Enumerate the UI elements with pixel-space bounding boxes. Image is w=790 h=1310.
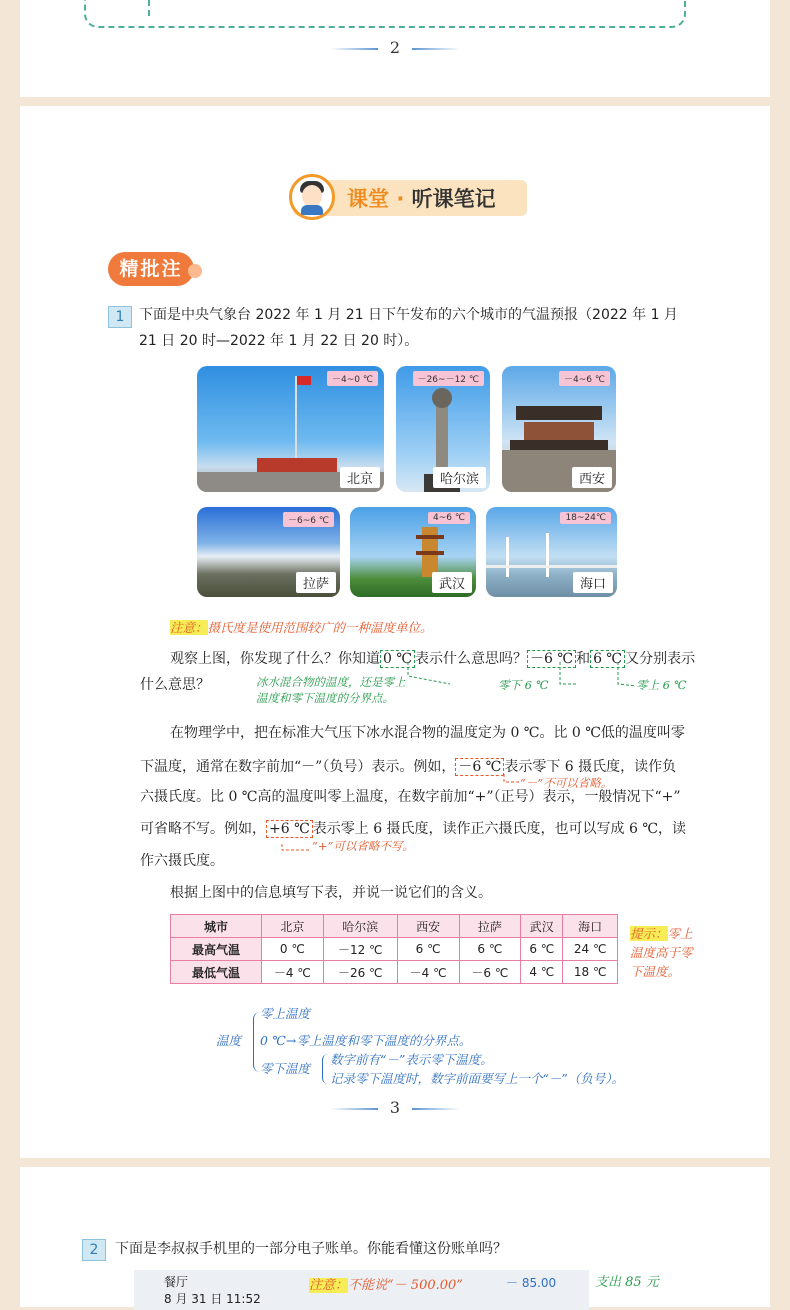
temperature-tag: －4~6 ℃ xyxy=(559,371,610,386)
anno-minus-6: 零下 6 ℃ xyxy=(498,678,549,692)
dashed-divider xyxy=(148,0,150,16)
note-amount: 注意：不能说“－ 500.00” xyxy=(309,1278,463,1293)
table-header-cell: 海口 xyxy=(563,915,618,938)
table-cell: －6 ℃ xyxy=(459,961,521,984)
e-bill-receipt xyxy=(134,1270,589,1310)
table-cell: 0 ℃ xyxy=(262,938,324,961)
summary-zero: 0 ℃→零上温度和零下温度的分界点。 xyxy=(260,1033,472,1048)
table-row xyxy=(171,961,618,984)
question-number-1: 1 xyxy=(108,306,132,328)
anno-plus-sign: “+”可以省略不写。 xyxy=(312,839,414,853)
annotation-arrows xyxy=(20,106,770,1158)
city-label: 拉萨 xyxy=(296,572,336,593)
paragraph-fill-table: 根据上图中的信息填写下表，并说一说它们的含义。 xyxy=(170,885,492,901)
table-cell: －4 ℃ xyxy=(397,961,459,984)
table-header-cell: 城市 xyxy=(171,915,262,938)
table-header-cell: 拉萨 xyxy=(459,915,521,938)
paragraph-observe-cont: 什么意思？ xyxy=(140,677,210,693)
paragraph-physics-l3: 六摄氏度。比 0 ℃高的温度叫零上温度，在数字前加“+”（正号）表示，一般情况下“+” xyxy=(140,789,681,805)
summary-root: 温度 xyxy=(216,1033,242,1048)
dashed-frame xyxy=(84,0,686,28)
previous-page xyxy=(20,0,770,97)
table-cell: 6 ℃ xyxy=(521,938,563,961)
table-cell: －26 ℃ xyxy=(323,961,397,984)
table-cell: 18 ℃ xyxy=(563,961,618,984)
paragraph-physics-l1: 在物理学中，把在标准大气压下冰水混合物的温度定为 0 ℃。比 0 ℃低的温度叫零 xyxy=(170,725,685,741)
table-cell: 6 ℃ xyxy=(459,938,521,961)
anno-zero-meaning: 冰水混合物的温度，还是零上 温度和零下温度的分界点。 xyxy=(256,675,406,705)
table-header-cell: 哈尔滨 xyxy=(323,915,397,938)
summary-below-zero: 零下温度 xyxy=(260,1061,311,1076)
row-label: 最高气温 xyxy=(171,938,262,961)
receipt-datetime: 8 月 31 日 11:52 xyxy=(164,1292,261,1306)
paragraph-physics-l2: 下温度，通常在数字前加“－”（负号）表示。例如， －6 ℃ 表示零下 6 摄氏度，读作负 xyxy=(140,759,677,775)
summary-below-1: 数字前有“－”表示零下温度。 xyxy=(330,1052,493,1067)
banner-title: 课堂 · 听课笔记 xyxy=(347,187,496,211)
summary-brace xyxy=(253,1012,260,1072)
paragraph-physics-l5: 作六摄氏度。 xyxy=(140,853,224,869)
summary-below-2: 记录零下温度时，数字前面要写上一个“－”（负号）。 xyxy=(330,1071,625,1086)
city-label: 海口 xyxy=(573,572,613,593)
temperature-tag: －26~－12 ℃ xyxy=(413,371,484,386)
table-header-cell: 西安 xyxy=(397,915,459,938)
table-header-row xyxy=(171,915,618,938)
temperature-tag: －4~0 ℃ xyxy=(327,371,378,386)
temperature-tag: －6~6 ℃ xyxy=(283,512,334,527)
page-3 xyxy=(20,106,770,1158)
row-label: 最低气温 xyxy=(171,961,262,984)
note-celsius: 注意：摄氏度是使用范围较广的一种温度单位。 xyxy=(170,620,433,635)
receipt-title: 餐厅 xyxy=(164,1275,189,1289)
summary-above-zero: 零上温度 xyxy=(260,1006,311,1021)
page-number-2: 2 xyxy=(20,38,770,57)
anno-expense: 支出 85 元 xyxy=(595,1275,659,1290)
temperature-tag: 18~24℃ xyxy=(560,512,611,524)
anno-minus-sign: “－”不可以省略。 xyxy=(520,776,613,790)
city-label: 武汉 xyxy=(432,572,472,593)
table-cell: －4 ℃ xyxy=(262,961,324,984)
question-number-2: 2 xyxy=(82,1239,106,1261)
receipt-amount: － 85.00 xyxy=(506,1276,557,1290)
table-cell: 24 ℃ xyxy=(563,938,618,961)
paragraph-observe: 观察上图，你发现了什么？你知道 0 ℃ 表示什么意思吗？ －6 ℃ 和 6 ℃ 又分别表示 xyxy=(170,651,696,667)
temperature-tag: 4~6 ℃ xyxy=(428,512,470,524)
table-cell: －12 ℃ xyxy=(323,938,397,961)
table-cell: 6 ℃ xyxy=(397,938,459,961)
page-number-3: 3 xyxy=(20,1098,770,1117)
city-label: 哈尔滨 xyxy=(433,467,486,488)
anno-plus-6: 零上 6 ℃ xyxy=(636,678,687,692)
table-cell: 4 ℃ xyxy=(521,961,563,984)
summary-sub-brace xyxy=(322,1054,328,1084)
table-row xyxy=(171,938,618,961)
table-header-cell: 武汉 xyxy=(521,915,563,938)
city-label: 西安 xyxy=(572,467,612,488)
temperature-table xyxy=(170,914,618,984)
question-1-text: 下面是中央气象台 2022 年 1 月 21 日下午发布的六个城市的气温预报（2022 年 1 月 21 日 20 时—2022 年 1 月 22 日 20 时）。 xyxy=(139,307,678,349)
question-2-text: 下面是李叔叔手机里的一部分电子账单。你能看懂这份账单吗？ xyxy=(115,1241,507,1257)
section-badge: 精批注 xyxy=(108,252,194,286)
city-label: 北京 xyxy=(340,467,380,488)
next-page xyxy=(20,1167,770,1307)
tip-note: 提示：零上 温度高于零 下温度。 xyxy=(630,926,693,979)
paragraph-physics-l4: 可省略不写。例如， +6 ℃ 表示零上 6 摄氏度，读作正六摄氏度，也可以写成 6 ℃，读 xyxy=(140,821,687,837)
table-header-cell: 北京 xyxy=(262,915,324,938)
